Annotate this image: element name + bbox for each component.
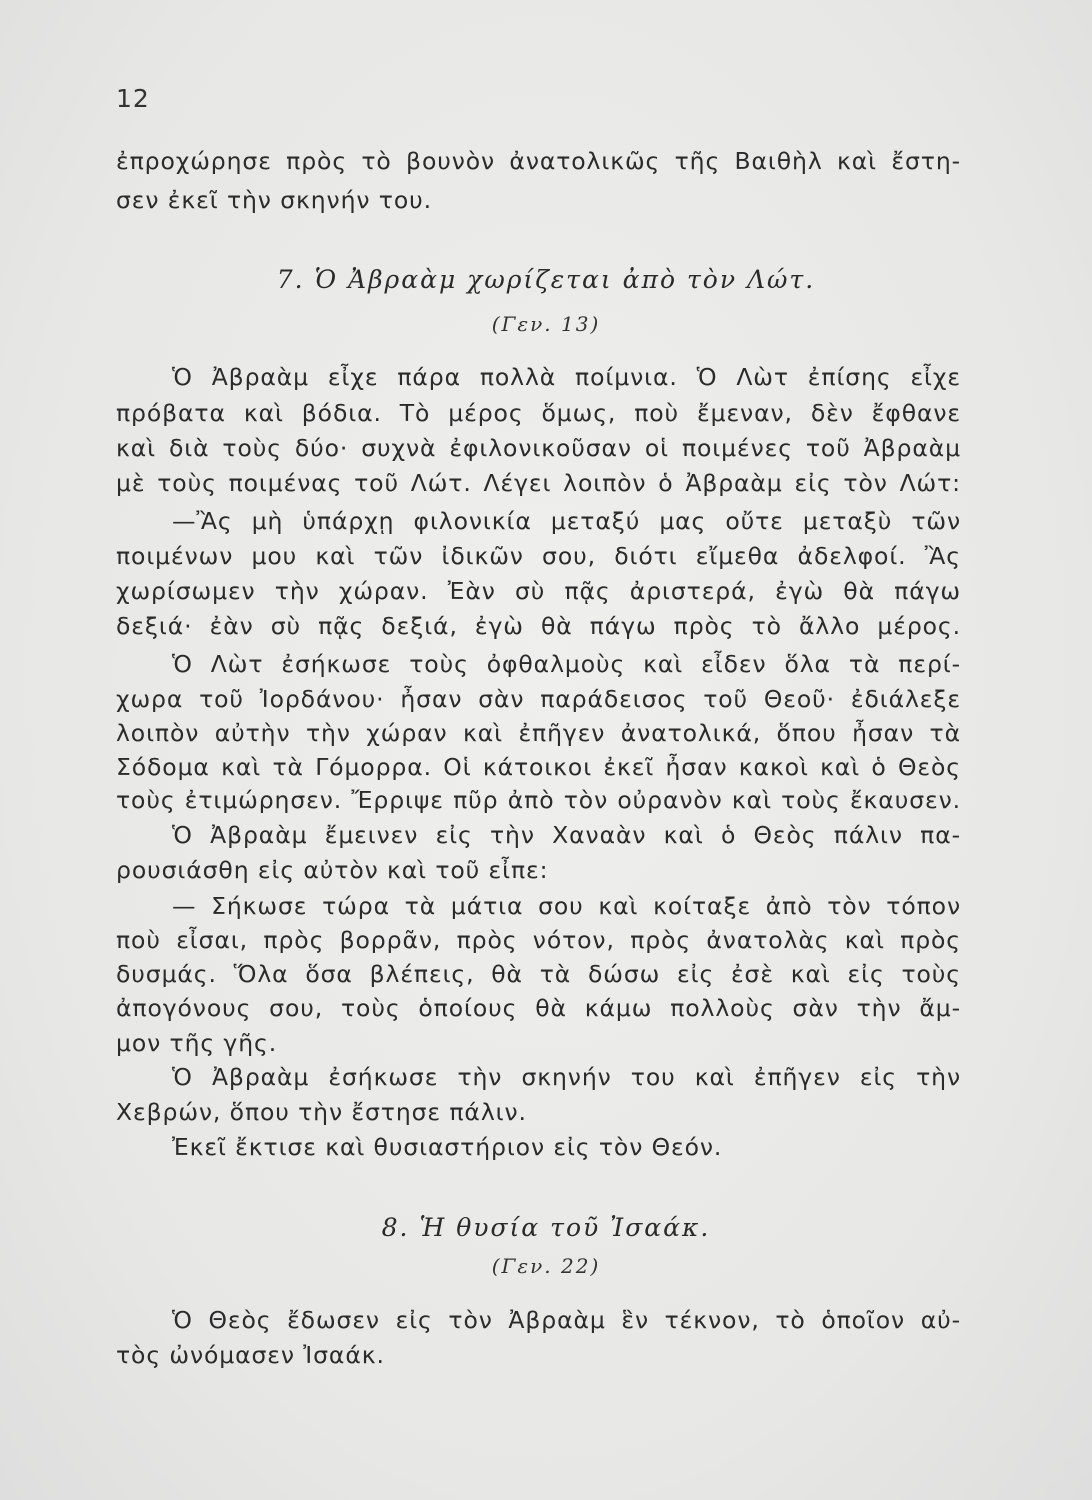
section-reference: (Γεν. 22) xyxy=(491,1254,601,1278)
text-line: χωρίσωμεν τὴν χώραν. Ἐὰν σὺ πᾷς ἀριστερά, ἐγὼ θὰ πάγω xyxy=(116,577,961,605)
text-line: σεν ἐκεῖ τὴν σκηνήν του. xyxy=(116,186,432,214)
text-line: Ἐκεῖ ἔκτισε καὶ θυσιαστήριον εἰς τὸν Θεόν. xyxy=(172,1133,723,1161)
text-line: καὶ διὰ τοὺς δύο· συχνὰ ἐφιλονικοῦσαν οἱ ποιμένες τοῦ Ἀβραὰμ xyxy=(116,434,961,462)
text-line: ἐπροχώρησε πρὸς τὸ βουνὸν ἀνατολικῶς τῆς Βαιθὴλ καὶ ἔστη- xyxy=(116,147,961,175)
text-line: τοὺς ἐτιμώρησεν. Ἔρριψε πῦρ ἀπὸ τὸν οὐρανὸν καὶ τοὺς ἔκαυσεν. xyxy=(116,786,961,814)
section-reference: (Γεν. 13) xyxy=(491,312,601,336)
section-heading: 7. Ὁ Ἀβραὰμ χωρίζεται ἀπὸ τὸν Λώτ. xyxy=(276,265,816,294)
section-heading: 8. Ἡ θυσία τοῦ Ἰσαάκ. xyxy=(381,1213,711,1242)
text-line: —Ἂς μὴ ὑπάρχῃ φιλονικία μεταξύ μας οὔτε μεταξὺ τῶν xyxy=(172,507,961,535)
text-line: Χεβρών, ὅπου τὴν ἔστησε πάλιν. xyxy=(116,1098,527,1126)
text-line: μὲ τοὺς ποιμένας τοῦ Λώτ. Λέγει λοιπὸν ὁ Ἀβραὰμ εἰς τὸν Λώτ: xyxy=(116,469,961,497)
text-line: Ὁ Ἀβραὰμ ἔμεινεν εἰς τὴν Χαναὰν καὶ ὁ Θεὸς πάλιν πα- xyxy=(172,821,961,849)
text-line: Ὁ Ἀβραὰμ ἐσήκωσε τὴν σκηνήν του καὶ ἐπῆγεν εἰς τὴν xyxy=(172,1063,961,1091)
text-line: λοιπὸν αὐτὴν τὴν χώραν καὶ ἐπῆγεν ἀνατολικά, ὅπου ἦσαν τὰ xyxy=(116,719,961,747)
text-line: Σόδομα καὶ τὰ Γόμορρα. Οἱ κάτοικοι ἐκεῖ ἦσαν κακοὶ καὶ ὁ Θεὸς xyxy=(116,753,961,781)
text-line: δυσμάς. Ὅλα ὅσα βλέπεις, θὰ τὰ δώσω εἰς ἐσὲ καὶ εἰς τοὺς xyxy=(116,960,961,988)
text-line: ποὺ εἶσαι, πρὸς βορρᾶν, πρὸς νότον, πρὸς ἀνατολὰς καὶ πρὸς xyxy=(116,926,961,954)
text-line: ποιμένων μου καὶ τῶν ἰδικῶν σου, διότι εἴμεθα ἀδελφοί. Ἂς xyxy=(116,542,961,570)
text-line: ἀπογόνους σου, τοὺς ὁποίους θὰ κάμω πολλοὺς σὰν τὴν ἄμ- xyxy=(116,994,961,1022)
text-line: μον τῆς γῆς. xyxy=(116,1029,278,1057)
text-line: ρουσιάσθη εἰς αὐτὸν καὶ τοῦ εἶπε: xyxy=(116,856,549,884)
text-line: Ὁ Λὼτ ἐσήκωσε τοὺς ὀφθαλμοὺς καὶ εἶδεν ὅλα τὰ περί- xyxy=(172,650,961,678)
text-line: Ὁ Ἀβραὰμ εἶχε πάρα πολλὰ ποίμνια. Ὁ Λὼτ ἐπίσης εἶχε xyxy=(172,363,961,391)
text-line: πρόβατα καὶ βόδια. Τὸ μέρος ὅμως, ποὺ ἔμεναν, δὲν ἔφθανε xyxy=(116,399,961,427)
text-line: Ὁ Θεὸς ἔδωσεν εἰς τὸν Ἀβραὰμ ἓν τέκνον, τὸ ὁποῖον αὐ- xyxy=(172,1306,961,1334)
text-line: τὸς ὠνόμασεν Ἰσαάκ. xyxy=(116,1341,385,1369)
page-number: 12 xyxy=(116,84,150,113)
text-line: — Σήκωσε τώρα τὰ μάτια σου καὶ κοίταξε ἀπὸ τὸν τόπον xyxy=(172,892,961,920)
text-line: δεξιά· ἐὰν σὺ πᾷς δεξιά, ἐγὼ θὰ πάγω πρὸς τὸ ἄλλο μέρος. xyxy=(116,612,961,640)
text-line: χωρα τοῦ Ἰορδάνου· ἦσαν σὰν παράδεισος τοῦ Θεοῦ· ἐδιάλεξε xyxy=(116,685,961,713)
